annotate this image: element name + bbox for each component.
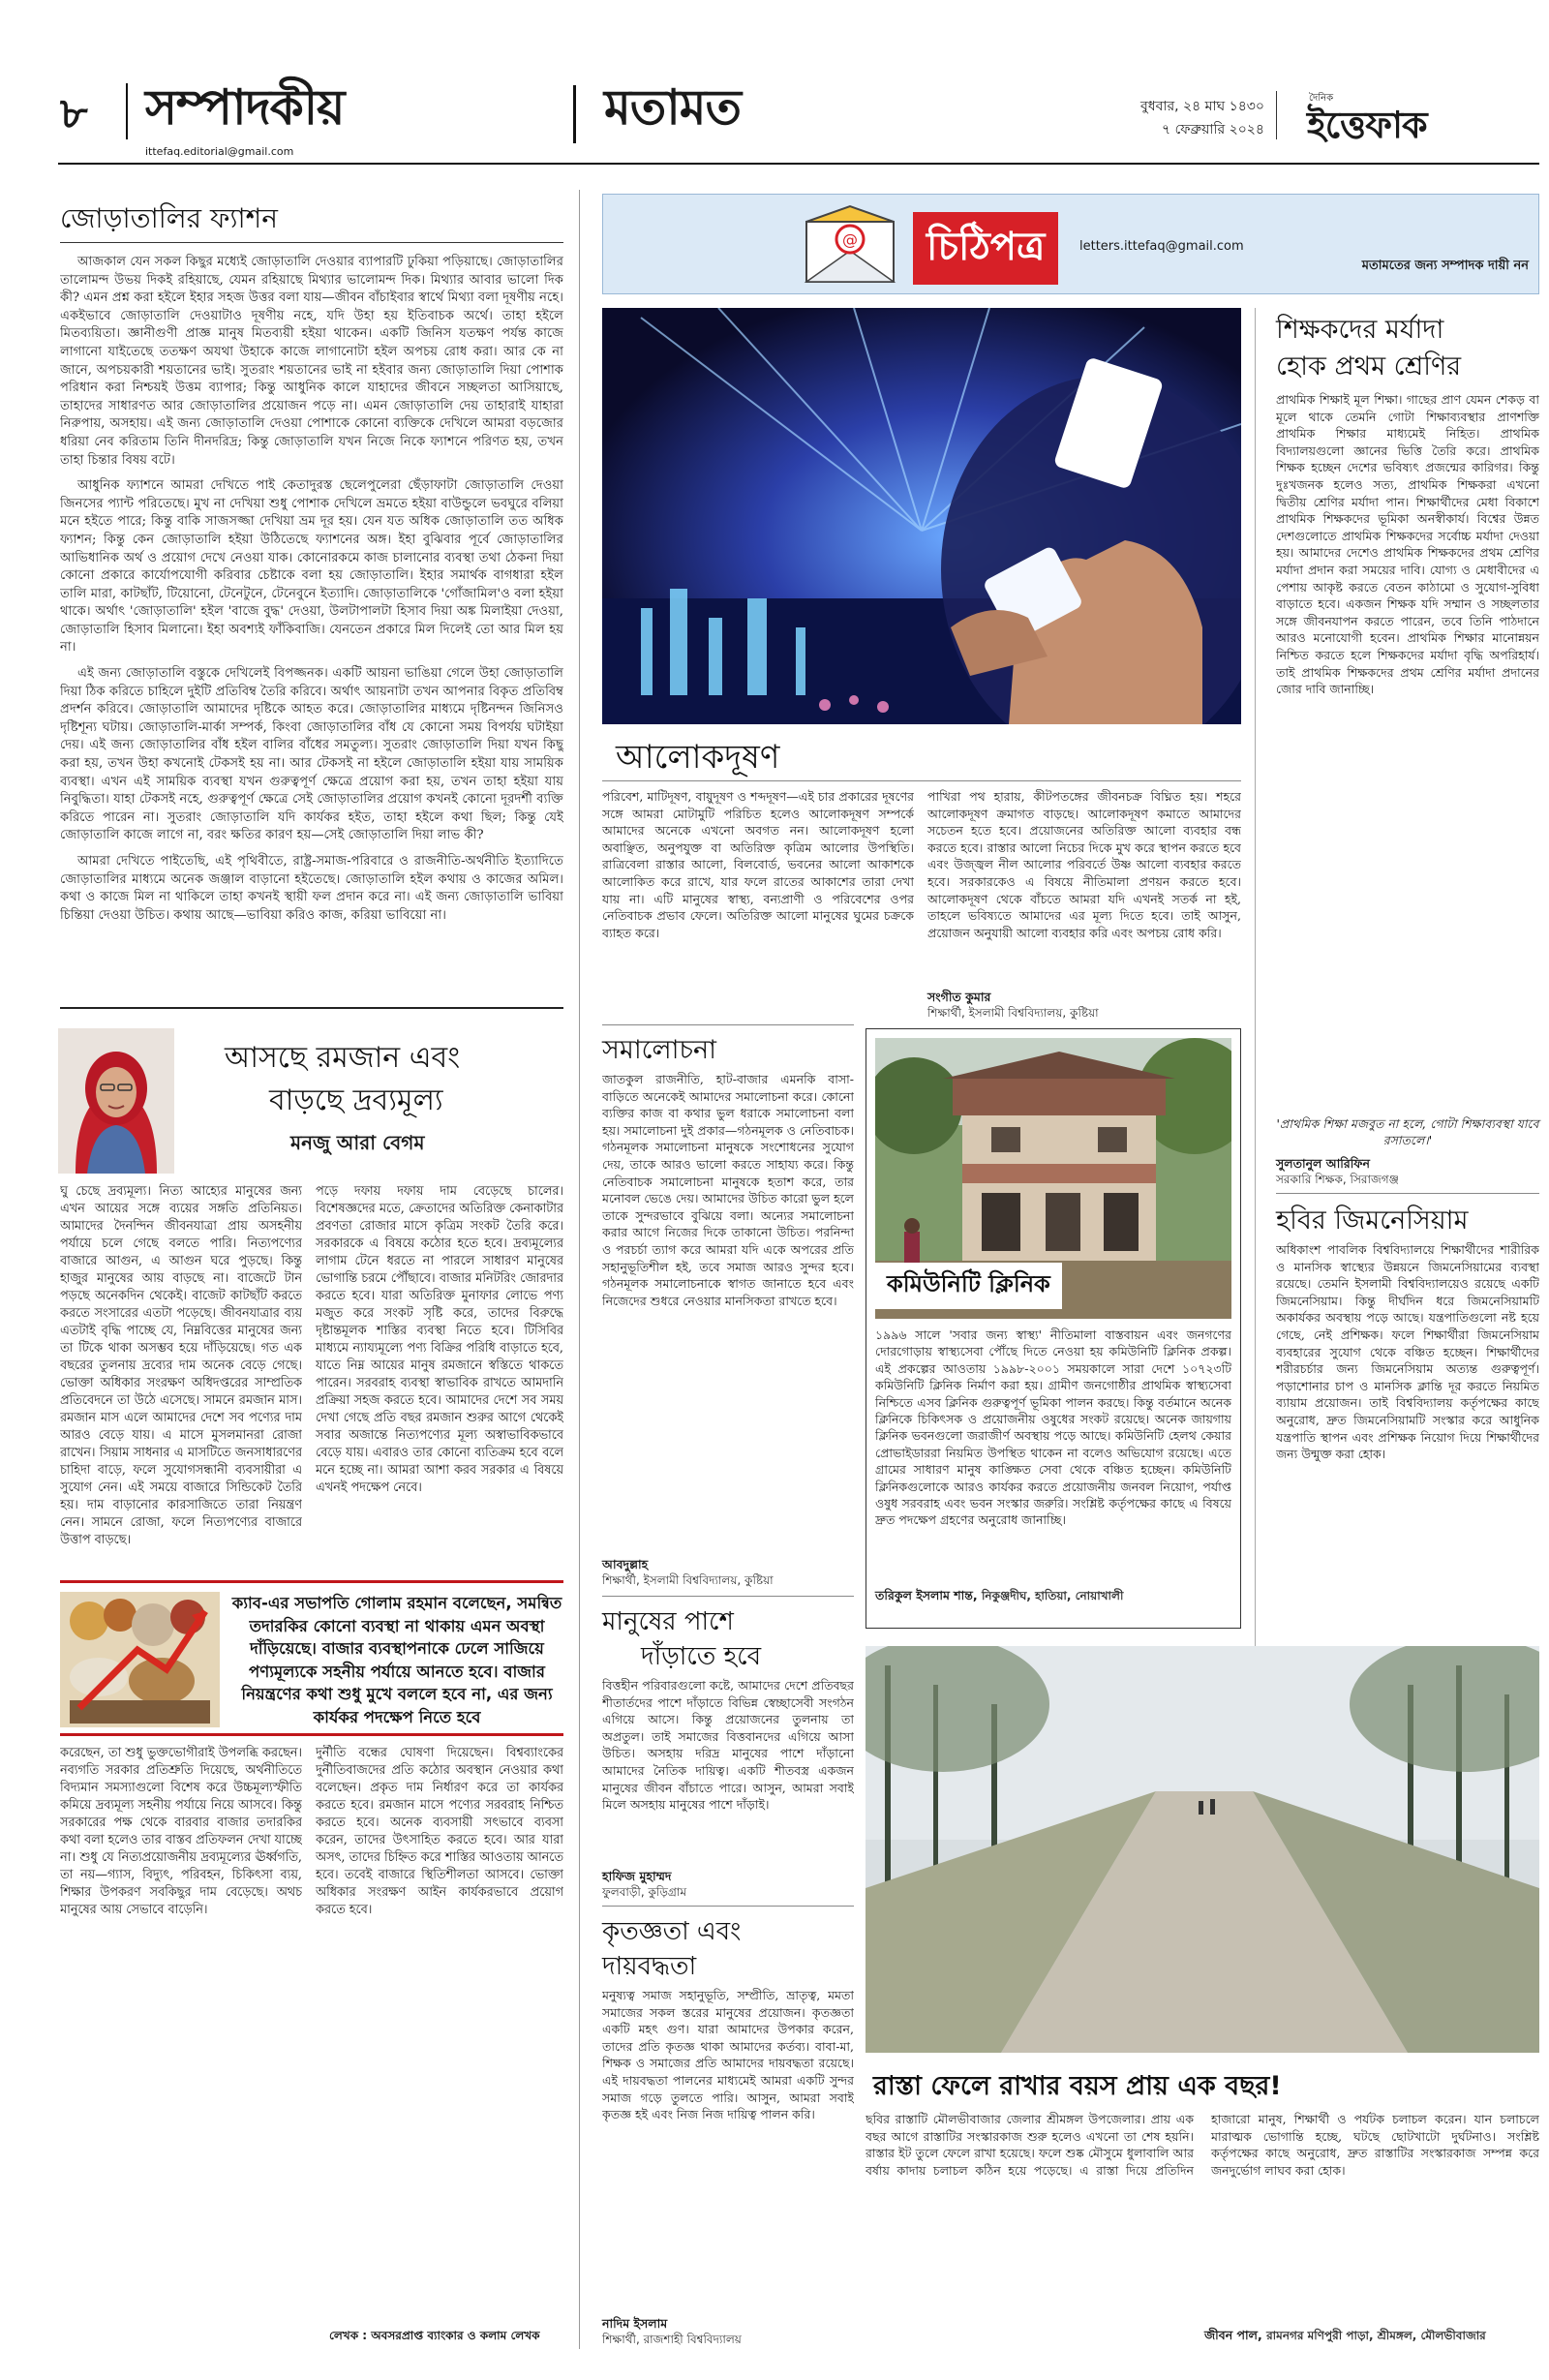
author-note-label: লেখক : <box>329 2329 368 2342</box>
light-pollution-body-col2: পাখিরা পথ হারায়, কীটপতঙ্গের জীবনচক্র বিঘ্নিত হয়। শহরে আলোকদূষণ ক্রমাগত বাড়ছে। আলোকদূষণ কমাতে আমাদের সচেতন হতে হবে। প্রয়োজনের অতিরিক্ত আলো ব্যবহার বন্ধ করতে হবে। রাস্তার আলো নিচের দিকে মুখ করে স্থাপন করতে হবে এবং উজ্জ্বল নীল আলোর পরিবর্তে উষ্ণ আলো ব্যবহার করতে হবে। সরকারকেও এ বিষয়ে নীতিমালা প্রণয়ন করতে হবে। আলোকদূষণ থেকে বাঁচতে আমরা যদি এখনই সতর্ক না হই, তাহলে ভবিষ্যতে আমাদের এর মূল্য দিতে হবে। তাই আসুন, প্রয়োজন অনুযায়ী আলো ব্যবহার করি এবং অপচয় রোধ করি। <box>927 789 1241 940</box>
letters-banner <box>602 194 1539 294</box>
people-body: বিত্তহীন পরিবারগুলো কষ্টে, আমাদের দেশে প্রতিবছর শীতার্তদের পাশে দাঁড়াতে বিভিন্ন স্বেচ্ছাসেবী সংগঠন এগিয়ে আসে। কিন্তু প্রয়োজনের তুলনায় তা অপ্রতুল। তাই সমাজের বিত্তবানদের এগিয়ে আসা উচিত। অসহায় দরিদ্র মানুষের পাশে দাঁড়ানো আমাদের নৈতিক দায়িত্ব। একটি শীতবস্ত্র একজন মানুষের জীবন বাঁচাতে পারে। আসুন, আমরা সবাই মিলে অসহায় মানুষের পাশে দাঁড়াই। <box>602 1678 854 1813</box>
gym-headline: হবির জিমনেসিয়াম <box>1276 1205 1469 1236</box>
gratitude-top-rule <box>602 1906 854 1907</box>
teacher-author: সুলতানুল আরিফিন <box>1276 1156 1370 1171</box>
page-number: ৮ <box>60 89 88 138</box>
envelope-icon <box>797 200 903 290</box>
people-headline-line1: মানুষের পাশে <box>602 1607 734 1636</box>
editorial-paragraph-4: আমরা দেখিতে পাইতেছি, এই পৃথিবীতে, রাষ্ট্র-সমাজ-পরিবারে ও রাজনীতি-অর্থনীতি ইত্যাদিতে জোড়াতালির মাধ্যমে অনেক জঞ্জাল বাড়ানো হইতেছে। জোড়াতালি হইল কথায় ও কাজের অমিল। কথা ও কাজে মিল না থাকিলে তাহা কখনই স্থায়ী ফল প্রদান করে না। এই জন্য জোড়াতালি ভাবিয়া চিন্তিয়া দেওয়া উচিত। কথায় আছে—ভাবিয়া করিও কাজ, করিয়া ভাবিয়ো না। <box>60 854 563 923</box>
criticism-headline: সমালোচনা <box>602 1035 716 1065</box>
criticism-body: জাতকুল রাজনীতি, হাট-বাজার এমনকি বাসা-বাড়িতে অনেকেই আমাদের সমালোচনা করে। কোনো ব্যক্তির কাজ বা কথার ভুল ধরাকে সমালোচনা বলা হয়। সমালোচনা দুই প্রকার—গঠনমূলক ও নেতিবাচক। গঠনমূলক সমালোচনা মানুষকে সংশোধনের সুযোগ দেয়, তাকে আরও ভালো করতে সাহায্য করে। কিন্তু নেতিবাচক সমালোচনা মানুষকে হতাশ করে, তার মনোবল ভেঙে দেয়। আমাদের উচিত কারো ভুল হলে তাকে সুন্দরভাবে বুঝিয়ে বলা। অন্যের সমালোচনা করার আগে নিজের দিকে তাকানো উচিত। পরনিন্দা ও পরচর্চা ত্যাগ করে আমরা যদি একে অপরের প্রতি সহানুভূতিশীল হই, তবে সমাজ আরও সুন্দর হবে। গঠনমূলক সমালোচনাকে স্বাগত জানাতে হবে এবং নিজেদের শুধরে নেওয়ার মানসিকতা রাখতে হবে। <box>602 1072 854 1308</box>
section-editorial-title: সম্পাদকীয় <box>145 78 345 136</box>
clinic-caption: কমিউনিটি ক্লিনিক <box>875 1263 1062 1309</box>
gratitude-author: নাদিম ইসলাম <box>602 2316 668 2331</box>
light-pollution-headline: আলোকদূষণ <box>616 738 780 777</box>
road-body: ছবির রাস্তাটি মৌলভীবাজার জেলার শ্রীমঙ্গল উপজেলার। প্রায় এক বছর আগে রাস্তাটির সংস্কারকাজ শুরু হলেও এখনো তা শেষ হয়নি। রাস্তার ইট তুলে ফেলে রাখা হয়েছে। ফলে শুষ্ক মৌসুমে ধুলাবালি আর বর্ষায় কাদায় চলাচল কঠিন হয়ে পড়েছে। এ রাস্তা দিয়ে প্রতিদিন হাজারো মানুষ, শিক্ষার্থী ও পর্যটক চলাচল করেন। যান চলাচলে মারাত্মক ভোগান্তি হচ্ছে, ঘটছে ছোটখাটো দুর্ঘটনাও। সংশ্লিষ্ট কর্তৃপক্ষের কাছে অনুরোধ, দ্রুত রাস্তাটির সংস্কারকাজ সম্পন্ন করে জনদুর্ভোগ লাঘব করা হোক। <box>866 2112 1539 2178</box>
editorial-headline: জোড়াতালির ফ্যাশন <box>60 202 278 234</box>
svg-text:@: @ <box>842 230 858 249</box>
column-pullquote: ক্যাব-এর সভাপতি গোলাম রহমান বলেছেন, সমন্বিত তদারকির কোনো ব্যবস্থা না থাকায় এমন অবস্থা দাঁড়িয়েছে। বাজার ব্যবস্থাপনাকে ঢেলে সাজিয়ে পণ্যমূল্যকে সহনীয় পর্যায়ে আনতে হবে। বাজার নিয়ন্ত্রণের কথা শুধু মুখে বললে হবে না, এর জন্য কার্যকর পদক্ষেপ নিতে হবে <box>231 1594 562 1726</box>
masthead-divider <box>126 83 128 139</box>
gym-body: অধিকাংশ পাবলিক বিশ্ববিদ্যালয়ে শিক্ষার্থীদের শারীরিক ও মানসিক স্বাস্থ্যের উন্নয়নে জিমনেসিয়ামের ব্যবস্থা রয়েছে। তেমনি ইসলামী বিশ্ববিদ্যালয়েও রয়েছে একটি জিমনেসিয়াম। কিন্তু দীর্ঘদিন ধরে জিমনেসিয়ামটি অকার্যকর অবস্থায় পড়ে আছে। যন্ত্রপাতিগুলো নষ্ট হয়ে গেছে, নেই প্রশিক্ষক। ফলে শিক্ষার্থীরা জিমনেসিয়াম ব্যবহারের সুযোগ থেকে বঞ্চিত হচ্ছেন। শিক্ষার্থীদের শরীরচর্চার জন্য জিমনেসিয়াম অত্যন্ত গুরুত্বপূর্ণ। পড়াশোনার চাপ ও মানসিক ক্লান্তি দূর করতে নিয়মিত ব্যায়াম প্রয়োজন। তাই বিশ্ববিদ্যালয় কর্তৃপক্ষের কাছে অনুরোধ, দ্রুত জিমনেসিয়ামটি সংস্কার করে আধুনিক যন্ত্রপাতি স্থাপন এবং প্রশিক্ষক নিয়োগ দিয়ে শিক্ষার্থীদের জন্য উন্মুক্ত করা হোক। <box>1276 1242 1539 1462</box>
light-pollution-rule <box>602 780 1241 781</box>
teacher-headline-line2: হোক প্রথম শ্রেণির <box>1276 351 1462 381</box>
newspaper-logo: ইত্তেফাক <box>1307 103 1427 146</box>
column-author-note <box>329 2328 540 2347</box>
right-column-separator <box>1255 308 1256 1760</box>
road-author-sub: রামনগর মণিপুরী পাড়া, শ্রীমঙ্গল, মৌলভীবাজার <box>1266 2329 1486 2342</box>
pullquote-bottom-rule <box>60 1733 563 1736</box>
teacher-body: প্রাথমিক শিক্ষাই মূল শিক্ষা। গাছের প্রাণ যেমন শেকড় বা মূলে থাকে তেমনি গোটা শিক্ষাব্যবস্থার প্রাণশক্তি প্রাথমিক শিক্ষার মাধ্যমেই নিহিত। প্রাথমিক বিদ্যালয়গুলো জ্ঞানের ভিত্তি তৈরি করে। প্রাথমিক শিক্ষক হচ্ছেন দেশের ভবিষ্যৎ প্রজন্মের কারিগর। কিন্তু দুঃখজনক হলেও সত্য, প্রাথমিক শিক্ষকরা এখনো দ্বিতীয় শ্রেণির মর্যাদা পান। শিক্ষার্থীদের মেধা বিকাশে প্রাথমিক শিক্ষকদের ভূমিকা অনস্বীকার্য। বিশ্বের উন্নত দেশগুলোতে প্রাথমিক শিক্ষকদের সর্বোচ্চ মর্যাদা দেওয়া হয়। আমাদের দেশেও প্রাথমিক শিক্ষকদের প্রথম শ্রেণির মর্যাদা প্রদান করা সময়ের দাবি। যোগ্য ও মেধাবীদের এ পেশায় আকৃষ্ট করতে বেতন কাঠামো ও সুযোগ-সুবিধা বাড়াতে হবে। একজন শিক্ষক যদি সম্মান ও সচ্ছলতার সঙ্গে জীবনযাপন করতে পারেন, তবে তিনি পাঠদানে আরও মনোযোগী হবেন। প্রাথমিক শিক্ষার মানোন্নয়ন নিশ্চিত করতে হলে শিক্ষকদের মর্যাদা বৃদ্ধি অপরিহার্য। তাই প্রাথমিক শিক্ষকদের প্রথম শ্রেণির মর্যাদা প্রদানের জোর দাবি জানাচ্ছি। <box>1276 392 1539 697</box>
date-line-2: ৭ ফেব্রুয়ারি ২০২৪ <box>1162 122 1264 137</box>
road-headline: রাস্তা ফেলে রাখার বয়স প্রায় এক বছর! <box>873 2071 1282 2101</box>
clinic-author-name: তরিকুল ইসলাম শান্ত <box>875 1588 973 1602</box>
column-headline-line1: আসছে রমজান এবং <box>225 1041 461 1075</box>
masthead-center-divider <box>573 85 576 143</box>
light-pollution-body-col1: পরিবেশ, মাটিদূষণ, বায়ুদূষণ ও শব্দদূষণ—এই চার প্রকারের দূষণের সঙ্গে আমরা মোটামুটি পরিচিত হলেও আলোকদূষণ সম্পর্কে আমাদের অনেকে এখনো অবগত নন। আলোকদূষণ হলো অবাঞ্ছিত, অনুপযুক্ত বা অতিরিক্ত কৃত্রিম আলোর উপস্থিতি। রাত্রিবেলা রাস্তার আলো, বিলবোর্ড, ভবনের আলো আকাশকে আলোকিত করে রাখে, যার ফলে রাতের আকাশের তারা দেখা যায় না। এটি মানুষের স্বাস্থ্য, বন্যপ্রাণী ও পরিবেশের ওপর নেতিবাচক প্রভাব ফেলে। অতিরিক্ত আলো মানুষের ঘুমের চক্রকে ব্যাহত করে। <box>602 789 914 940</box>
column-body-col3: করেছেন, তা শুধু ভুক্তভোগীরাই উপলব্ধি করছেন। নব্যগতি সরকার প্রতিশ্রুতি দিয়েছে, অর্থনীতিতে বিদ্যমান সমস্যাগুলো বিশেষ করে উচ্চমূল্যস্ফীতি কমিয়ে দ্রব্যমূল্য সহনীয় পর্যায়ে নিয়ে আসবে। কিন্তু সরকারের পক্ষ থেকে বারবার বাজার তদারকির কথা বলা হলেও তার বাস্তব প্রতিফলন দেখা যাচ্ছে না। শুধু যে নিত্যপ্রয়োজনীয় দ্রব্যমূল্যের ঊর্ধ্বগতি, তা নয়—গ্যাস, বিদ্যুৎ, পরিবহন, চিকিৎসা ব্যয়, শিক্ষার উপকরণ সবকিছুর দাম বেড়েছে। অথচ মানুষের আয় সেভাবে বাড়েনি। <box>60 1746 302 1917</box>
people-author: হাফিজ মুহাম্মদ <box>602 1869 672 1883</box>
clinic-author-sub: নিকুঞ্জদীঘ, হাতিয়া, নোয়াখালী <box>981 1589 1124 1602</box>
date-divider <box>1276 91 1277 139</box>
light-pollution-author: সংগীত কুমার <box>927 990 991 1004</box>
clinic-body: ১৯৯৬ সালে 'সবার জন্য স্বাস্থ্য' নীতিমালা বাস্তবায়ন এবং জনগণের দোরগোড়ায় স্বাস্থ্যসেবা পৌঁছে দিতে নেওয়া হয় কমিউনিটি ক্লিনিক প্রকল্প। এই প্রকল্পের আওতায় ১৯৯৮-২০০১ সময়কালে সারা দেশে ১০৭২৩টি কমিউনিটি ক্লিনিক নির্মাণ করা হয়। গ্রামীণ জনগোষ্ঠীর প্রাথমিক স্বাস্থ্যসেবা নিশ্চিতে এসব ক্লিনিক গুরুত্বপূর্ণ ভূমিকা পালন করছে। কিন্তু বর্তমানে অনেক ক্লিনিকে চিকিৎসক ও প্রয়োজনীয় ওষুধের সংকট রয়েছে। অনেক জায়গায় ক্লিনিক ভবনগুলো জরাজীর্ণ অবস্থায় পড়ে আছে। কমিউনিটি হেলথ কেয়ার প্রোভাইডাররা নিয়মিত উপস্থিত থাকেন না বলেও অভিযোগ রয়েছে। এতে গ্রামের সাধারণ মানুষ কাঙ্ক্ষিত সেবা থেকে বঞ্চিত হচ্ছেন। কমিউনিটি ক্লিনিকগুলোকে আরও কার্যকর করতে প্রয়োজনীয় জনবল নিয়োগ, পর্যাপ্ত ওষুধ সরবরাহ এবং ভবন সংস্কার জরুরি। সংশ্লিষ্ট কর্তৃপক্ষের কাছে এ বিষয়ে দ্রুত পদক্ষেপ গ্রহণের অনুরোধ জানাচ্ছি। <box>875 1327 1231 1528</box>
editorial-headline-rule <box>60 242 563 243</box>
editorial-bottom-rule <box>60 1007 563 1009</box>
teacher-headline-line1: শিক্ষকদের মর্যাদা <box>1276 315 1444 345</box>
market-photo <box>60 1592 220 1727</box>
date-line-1: বুধবার, ২৪ মাঘ ১৪৩০ <box>1139 99 1264 114</box>
gratitude-headline-line1: কৃতজ্ঞতা এবং <box>602 1917 742 1946</box>
road-author: জীবন পাল, রামনগর মণিপুরী পাড়া, শ্রীমঙ্গল, মৌলভীবাজার <box>1204 2328 1486 2342</box>
criticism-author: আবদুল্লাহ <box>602 1557 649 1571</box>
masthead-rule <box>58 163 1539 165</box>
letters-banner-title: চিঠিপত্র <box>913 212 1058 285</box>
logo-small-text: দৈনিক <box>1309 93 1334 104</box>
gratitude-body: মনুষ্যত্ব সমাজ সহানুভূতি, সম্প্রীতি, ভ্রাতৃত্ব, মমতা সমাজের সকল স্তরের মানুষের প্রয়োজন। কৃতজ্ঞতা একটি মহৎ গুণ। যারা আমাদের উপকার করেন, তাদের প্রতি কৃতজ্ঞ থাকা আমাদের কর্তব্য। বাবা-মা, শিক্ষক ও সমাজের প্রতি আমাদের দায়বদ্ধতা রয়েছে। এই দায়বদ্ধতা পালনের মাধ্যমেই আমরা একটি সুন্দর সমাজ গড়ে তুলতে পারি। আসুন, আমরা সবাই কৃতজ্ঞ হই এবং নিজ নিজ দায়িত্ব পালন করি। <box>602 1988 854 2122</box>
author-photo <box>58 1028 174 1174</box>
editorial-email: ittefaq.editorial@gmail.com <box>145 145 294 158</box>
teacher-author-sub: সরকারি শিক্ষক, সিরাজগঞ্জ <box>1276 1173 1399 1186</box>
editorial-body <box>60 254 563 999</box>
teacher-bottom-rule <box>1276 1193 1539 1194</box>
editorial-paragraph-2: আধুনিক ফ্যাশনে আমরা দেখিতে পাই কেতাদুরস্ত ছেলেপুলেরা ছেঁড়াফাটা জোড়াতালি দেওয়া জিনসের প্যান্ট পরিতেছে। মুখ না দেখিয়া শুধু পোশাক দেখিলে ভ্রমতে হইয়া বাউন্ডুলে ভবঘুরে বলিয়া মনে হইতে পারে; কিন্তু বাকি সাজসজ্জা দেখিয়া ভ্রম দূর হয়। যেন যত অধিক জোড়াতালি তত অধিক ফ্যাশন; কিন্তু কেন জোড়াতালি হইয়া উঠিতেছে ফ্যাশনের অঙ্গ। ইহা বুঝিবার পূর্বে জোড়াতালির আভিধানিক অর্থ ও প্রয়োগ দেখে নেওয়া যাক। কোনোরকমে কাজ চালানোর ব্যবস্থা তথা ঠেকনা দিয়া কোনো প্রকারে কার্যোপযোগী করিবার চেষ্টাকে বলা হয় জোড়াতালি। ইহার সমার্থক বাগধারা হইল তালি মারা, কাটছাঁট, টিয়োনো, টেনেটুনে, টেনেবুনে ইত্যাদি। জোড়াতালিকে 'গোঁজামিল'ও বলা হইয়া থাকে। অর্থাৎ 'জোড়াতালি' হইল 'বাজে বুদ্ধ' দেওয়া, উলটাপালটা হিসাব দিয়া অঙ্ক মিলাইয়া দেওয়া, জোড়াতালি হিসাব মিলানো। ইহা অবশ্যই ফাঁকিবাজি। যেনতেন প্রকারে মিল দিলেই তো আর মিল হয় না। <box>60 478 563 656</box>
road-photo <box>866 1646 1539 2053</box>
clinic-author: তরিকুল ইসলাম শান্ত, নিকুঞ্জদীঘ, হাতিয়া, নোয়াখালী <box>875 1588 1124 1602</box>
letters-banner-email: letters.ittefaq@gmail.com <box>1079 239 1244 254</box>
teacher-quote: 'প্রাথমিক শিক্ষা মজবুত না হলে, গোটা শিক্ষাব্যবস্থা যাবে রসাতলে।' <box>1276 1116 1539 1147</box>
gratitude-headline-line2: দায়বদ্ধতা <box>602 1952 697 1981</box>
column-body-col4: দুর্নীতি বন্ধের ঘোষণা দিয়েছেন। বিশ্বব্যাংকের দুর্নীতিবাজদের প্রতি কঠোর অবস্থান নেওয়ার কথা বলেছেন। প্রকৃত দাম নির্ধারণ করে তা কার্যকর করতে হবে। রমজান মাসে পণ্যের সরবরাহ নিশ্চিত করতে হবে। অনেক ব্যবসায়ী সৎভাবে ব্যবসা করেন, তাদের উৎসাহিত করতে হবে। আর যারা অসৎ, তাদের চিহ্নিত করে শাস্তির আওতায় আনতে হবে। তবেই বাজারে স্থিতিশীলতা আসবে। ভোক্তা অধিকার সংরক্ষণ আইন কার্যকরভাবে প্রয়োগ করতে হবে। <box>316 1746 563 1917</box>
editorial-paragraph-1: আজকাল যেন সকল কিছুর মধ্যেই জোড়াতালি দেওয়ার ব্যাপারটি ঢুকিয়া পড়িয়াছে। জোড়াতালির তালোমন্দ উভয় দিকই রহিয়াছে, যেমন রহিয়াছে মিথ্যার ভালোমন্দ দিক। মিথ্যার আবার ভালো দিক কী? এমন প্রশ্ন করা হইলে ইহার সহজ উত্তর বলা যায়—জীবন বাঁচাইবার স্বার্থে মিথ্যা বলা দূষণীয় নহে। একইভাবে জোড়াতালি দেওয়াটাও দূষণীয় নহে, যদি উহা হয় ইতিবাচক অর্থে। তাহা হইলে মিতব্যয়িতা। জ্ঞানীগুণী প্রাজ্ঞ মানুষ মিতব্যয়ী হইয়া থাকেন। একটি জিনিস যতক্ষণ পর্যন্ত কাজে লাগানো যাইতেছে ততক্ষণ অযথা উহাকে কাজে লাগানোটা হইল অপচয় রোধ করা। আর কে না জানে, অপচয়কারী শয়তানের ভাই। সুতরাং শয়তানের ভাই না হইবার জন্য জোড়াতালি দিয়া পোশাক পরিধান করা নিশ্চয়ই উত্তম ব্যাপার; কিন্তু আধুনিক কালে যাহাদের জীবনে সচ্ছলতা আসিয়াছে, তাহাদের সাধারণত আর জোড়াতালির প্রয়োজন পড়ে না। এমন জোড়াতালি দেয় তাহারাই যাহারা নিরুপায়, অসহায়। এই জন্য জোড়াতালি দেওয়া পোশাকে কোনো ব্যক্তিকে দেখিলে আমরা বড়জোর ধরিয়া নেব করিতাম তিনি দীনদরিদ্র; কিন্তু জোড়াতালি যখন নিজে নিকে ফ্যাশনে পরিণত হয়, তখন তাহা চিন্তার বিষয় বটে। <box>60 255 563 468</box>
light-pollution-author-sub: শিক্ষার্থী, ইসলামী বিশ্ববিদ্যালয়, কুষ্টিয়া <box>927 1006 1099 1020</box>
editorial-paragraph-3: এই জন্য জোড়াতালি বস্তুকে দেখিলেই বিপজ্জনক। একটি আয়না ভাঙিয়া গেলে উহা জোড়াতালি দিয়া ঠিক করিতে চাহিলে দুইটি প্রতিবিম্ব তৈরি করিবে। অর্থাৎ আয়নাটা তখন আপনার বিকৃত প্রতিবিম্ব প্রদর্শন করিবে। জোড়াতালি আমাদের দৃষ্টিকে আহত করে। জোড়াতালির মাধ্যমে দৃষ্টিনন্দন জিনিসও দৃষ্টিশূন্য ঘটায়। জোড়াতালি-মার্কা সম্পর্ক, কিংবা জোড়াতালির বাঁধ যে কোনো সময় বিপর্যয় ঘটাইয়া দেয়। এই জন্য জোড়াতালির বাঁধ হইল বালির বাঁধের সমতুল্য। সুতরাং জোড়াতালি দিয়া যখন কিছু করা হয়, তখন উহা কখনোই টেকসই হয় না। আর টেকসই না হইলে জোড়াতালি হইয়া যায় সাময়িক ব্যবস্থা। এখন এই সাময়িক ব্যবস্থা যখন গুরুত্বপূর্ণ ক্ষেত্রে প্রয়োগ করা হয়, তখন তাহা হইয়া যায় নিবুদ্ধিতা। যাহা টেকসই নহে, গুরুত্বপূর্ণ ক্ষেত্রে সেই জোড়াতালির প্রয়োগ কখনই কোনো দূরদর্শী ব্যক্তি করিতে পারেন না। সুতরাং জোড়াতালি যদি কার্যকর হইত, তাহা হইলে কথা ছিল; কিন্তু যেই জোড়াতালি কাজে লাগে না, বরং ক্ষতির কারণ হয়—সেই জোড়াতালি দিয়া লাভ কী? <box>60 666 563 843</box>
letters-banner-note: মতামতের জন্য সম্পাদক দায়ী নন <box>1361 259 1529 273</box>
people-top-rule <box>602 1596 854 1597</box>
criticism-author-sub: শিক্ষার্থী, ইসলামী বিশ্ববিদ্যালয়, কুষ্টিয়া <box>602 1573 774 1587</box>
column-author: মনজু আরা বেগম <box>290 1131 425 1154</box>
road-author-name: জীবন পাল <box>1204 2328 1258 2342</box>
clinic-photo <box>875 1038 1231 1319</box>
section-opinion-title: মতামত <box>604 78 742 136</box>
section-separator <box>579 190 580 2349</box>
gratitude-author-sub: শিক্ষার্থী, রাজশাহী বিশ্ববিদ্যালয় <box>602 2333 742 2346</box>
column-body-col1: ঘু চেছে দ্রব্যমূল্য। নিত্য আহ্যের মানুষের জন্য এখন আয়ের সঙ্গে ব্যয়ের সঙ্গতি প্রতিনিয়ত। আমাদের দৈনন্দিন জীবনযাত্রা প্রায় অসহনীয় পর্যায়ে চলে গেছে বলতে পারি। নিত্যপণ্যের বাজারে আগুন, এ আগুন ঘরে পুড়ছে। কিন্তু হাজুর মানুষের আয় বাড়ছে না। বাজেটে টান পড়ছে অনেকদিন থেকেই। বাজেট কাটছাঁট করতে করতে সংসারের এতটা পড়েছে। জীবনযাত্রার ব্যয় এতটাই বৃদ্ধি পাচ্ছে যে, নিম্নবিত্তের মানুষের জন্য তা টিকে থাকা অসম্ভব হয়ে দাঁড়িয়েছে। গত এক বছরের তুলনায় দ্রব্যের দাম অনেক বেড়ে গেছে। ভোক্তা অধিকার সংরক্ষণ অধিদপ্তরের সাম্প্রতিক প্রতিবেদনে তা উঠে এসেছে। সামনে রমজান মাস। রমজান মাস এলে আমাদের দেশে সব পণ্যের দাম আরও বেড়ে যায়। এ মাসে মুসলমানরা রোজা রাখেন। সিয়াম সাধনার এ মাসটিতে জনসাধারণের চাহিদা বাড়ে, ফলে সুযোগসন্ধানী ব্যবসায়ীরা এ সুযোগ নেন। এই সময়ে বাজারে সিন্ডিকেট তৈরি হয়। দাম বাড়ানোর কারসাজিতে তারা নিয়ন্ত্রণ নেন। সামনে রোজা, ফলে নিত্যপণ্যের বাজারে উত্তাপ বাড়ছে। <box>60 1184 302 1547</box>
column-body-col2: পড়ে দফায় দফায় দাম বেড়েছে চালের। বিশেষজ্ঞদের মতে, ক্রেতাদের অতিরিক্ত কেনাকাটার প্রবণতা রোজার মাসে কৃত্রিম সংকট তৈরি করে। সরকারকে এ বিষয়ে কঠোর হতে হবে। দ্রব্যমূল্যের লাগাম টেনে ধরতে না পারলে সাধারণ মানুষের ভোগান্তি চরমে পৌঁছাবে। বাজার মনিটরিং জোরদার করতে হবে। যারা অতিরিক্ত মুনাফার লোভে পণ্য মজুত করে সংকট সৃষ্টি করে, তাদের বিরুদ্ধে দৃষ্টান্তমূলক শাস্তির ব্যবস্থা নিতে হবে। টিসিবির মাধ্যমে ন্যায্যমূল্যে পণ্য বিক্রির পরিধি বাড়াতে হবে, যাতে নিম্ন আয়ের মানুষ রমজানে স্বস্তিতে থাকতে পারেন। সরবরাহ ব্যবস্থা স্বাভাবিক রাখতে আমদানি প্রক্রিয়া সহজ করতে হবে। আমাদের দেশে সব সময় দেখা গেছে প্রতি বছর রমজান শুরুর আগে থেকেই সবার অজান্তে নিত্যপণ্যের মূল্য অস্বাভাবিকভাবে বেড়ে যায়। এবারও তার কোনো ব্যতিক্রম হবে বলে মনে হচ্ছে না। আমরা আশা করব সরকার এ বিষয়ে এখনই পদক্ষেপ নেবে। <box>316 1184 563 1495</box>
people-author-sub: ফুলবাড়ী, কুড়িগ্রাম <box>602 1885 687 1899</box>
people-headline-line2: দাঁড়াতে হবে <box>641 1642 762 1671</box>
criticism-top-rule <box>602 1024 854 1025</box>
column-headline-line2: বাড়ছে দ্রব্যমূল্য <box>269 1083 443 1117</box>
pullquote-top-rule <box>60 1580 563 1583</box>
author-note-text: অবসরপ্রাপ্ত ব্যাংকার ও কলাম লেখক <box>371 2329 540 2342</box>
light-pollution-photo <box>602 308 1241 724</box>
